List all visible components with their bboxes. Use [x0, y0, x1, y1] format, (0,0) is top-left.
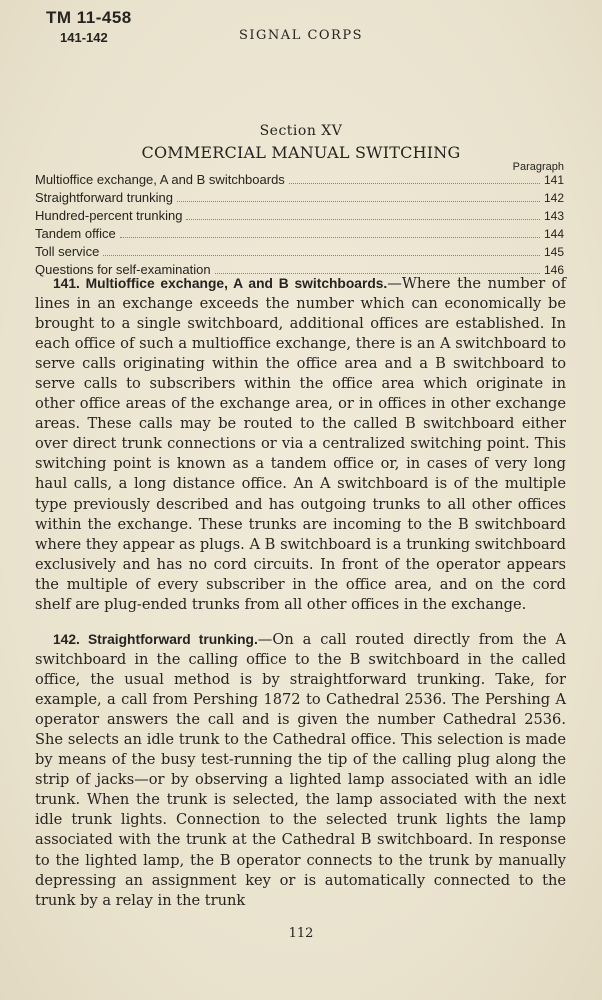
toc-column-head: Paragraph	[512, 161, 564, 173]
toc-number: 141	[543, 173, 564, 187]
section-title: COMMERCIAL MANUAL SWITCHING	[141, 143, 461, 162]
body-paragraph-141	[35, 274, 566, 615]
paragraph-text: —On a call routed directly from the A switchboard in the calling office to the B switchboard in the called office, the usual method is by straightforward trunking. Take, for example, a call from Pershing 1872 to Cathedral 2536. The Pershing A operator answers the call and is given the number Cathedral 2536. She selects an idle trunk to the Cathedral office. This selection is made by means of the busy test-running the tip of the calling plug along the strip of jacks—or by observing a lighted lamp associated with an idle trunk. When the trunk is selected, the lamp associated with the next idle trunk lights. Connection to the selected trunk lights the lamp associated with the trunk at the Cathedral B switchboard. In response to the lighted lamp, the B operator connects to the trunk by manually depressing an assignment key or is automatically connected to the trunk by a relay in the trunk	[35, 631, 566, 909]
toc-label: Multioffice exchange, A and B switchboards	[35, 172, 285, 187]
toc-label: Hundred-percent trunking	[35, 208, 183, 223]
toc-row	[35, 172, 564, 190]
toc-row	[35, 226, 564, 244]
toc-row	[35, 190, 564, 208]
toc-number: 142	[543, 191, 564, 205]
toc-number: 145	[543, 245, 564, 259]
toc-leader	[177, 201, 540, 202]
page-number: 112	[288, 926, 314, 941]
toc-leader	[289, 183, 540, 184]
toc-label: Toll service	[35, 244, 100, 259]
paragraph-range: 141-142	[60, 30, 108, 45]
toc-row	[35, 208, 564, 226]
section-label: Section XV	[259, 123, 343, 139]
table-of-contents	[35, 172, 564, 280]
toc-row	[35, 244, 564, 262]
toc-number: 146	[543, 263, 564, 277]
body-paragraph-142	[35, 630, 566, 911]
toc-label: Straightforward trunking	[35, 190, 174, 205]
paragraph-heading: 142. Straightforward trunking.	[53, 632, 258, 647]
toc-number: 143	[543, 209, 564, 223]
paragraph-text: —Where the number of lines in an exchange exceeds the number which can economically be brought to a single switchboard, additional offices are established. In each office of such a multioffice exchange, there is an A switchboard to serve calls originating within the office area and a B switchboard to serve calls to subscribers within the office area which originate in other office areas of the exchange area, or in offices in other exchange areas. These calls may be routed to the called B switchboard either over direct trunk connections or via a centralized switching point. This switching point is known as a tandem office or, in cases of very long haul calls, a long distance office. An A switchboard is of the multiple type previously described and has outgoing trunks to all other offices within the exchange. These trunks are incoming to the B switchboard where they appear as plugs. A B switchboard is a trunking switchboard exclusively and has no cord circuits. In front of the operator appears the multiple of every subscriber in the office area, and on the cord shelf are plug-ended trunks from all other offices in the exchange.	[35, 275, 566, 613]
toc-leader	[120, 237, 540, 238]
running-title: SIGNAL CORPS	[239, 28, 363, 43]
toc-leader	[103, 255, 540, 256]
manual-number: TM 11-458	[46, 8, 132, 27]
toc-number: 144	[543, 227, 564, 241]
paragraph-heading: 141. Multioffice exchange, A and B switchboards.	[53, 276, 388, 291]
toc-label: Tandem office	[35, 226, 116, 241]
toc-leader	[186, 219, 540, 220]
toc-label: Questions for self-examination	[35, 262, 211, 277]
